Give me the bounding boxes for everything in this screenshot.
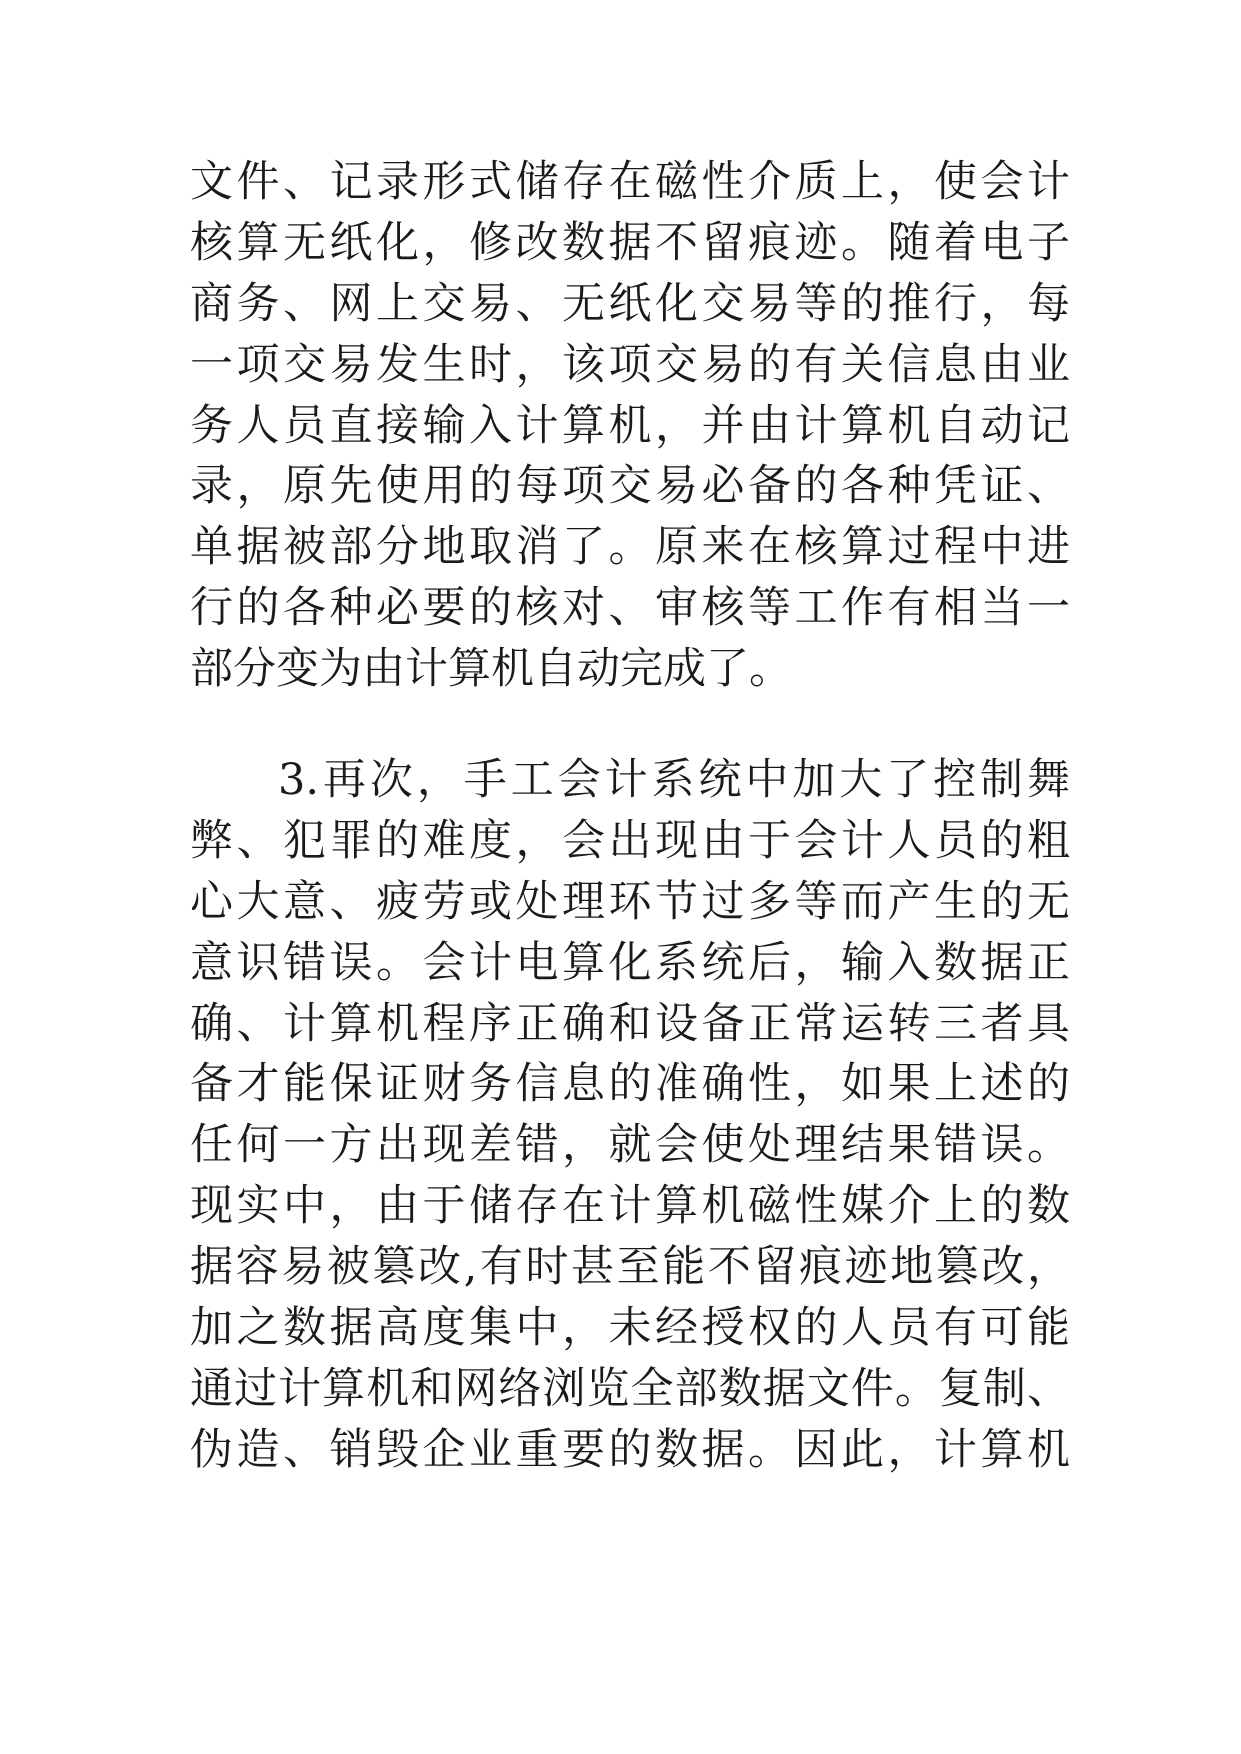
paragraph-line: 文件、记录形式储存在磁性介质上，使会计 <box>190 157 1070 207</box>
paragraph-1 <box>190 152 1070 700</box>
paragraph-line: 部分变为由计算机自动完成了。 <box>190 644 792 695</box>
paragraph-line: 录，原先使用的每项交易必备的各种凭证、 <box>190 461 1070 512</box>
paragraph-line: 单据被部分地取消了。原来在核算过程中进 <box>190 522 1070 573</box>
paragraph-line: 据容易被篡改,有时甚至能不留痕迹地篡改， <box>190 1242 1070 1293</box>
paragraph-line: 弊、犯罪的难度，会出现由于会计人员的粗 <box>190 815 1070 866</box>
paragraph-line: 核算无纸化，修改数据不留痕迹。随着电子 <box>190 217 1070 268</box>
paragraph-line: 3.再次，手工会计系统中加大了控制舞 <box>278 755 1070 805</box>
paragraph-line: 现实中，由于储存在计算机磁性媒介上的数 <box>190 1181 1070 1232</box>
paragraph-line: 通过计算机和网络浏览全部数据文件。复制、 <box>190 1363 1070 1414</box>
paragraph-line: 心大意、疲劳或处理环节过多等而产生的无 <box>190 876 1070 927</box>
paragraph-line: 一项交易发生时，该项交易的有关信息由业 <box>190 339 1070 390</box>
paragraph-line: 商务、网上交易、无纸化交易等的推行，每 <box>190 278 1070 329</box>
paragraph-line: 行的各种必要的核对、审核等工作有相当一 <box>190 583 1070 634</box>
paragraph-line: 备才能保证财务信息的准确性，如果上述的 <box>190 1059 1070 1110</box>
paragraph-2 <box>190 750 1070 1481</box>
paragraph-line: 任何一方出现差错，就会使处理结果错误。 <box>190 1120 1070 1171</box>
paragraph-line: 伪造、销毁企业重要的数据。因此，计算机 <box>190 1424 1070 1475</box>
paragraph-line: 确、计算机程序正确和设备正常运转三者具 <box>190 998 1070 1049</box>
paragraph-line: 加之数据高度集中，未经授权的人员有可能 <box>190 1303 1070 1354</box>
paragraph-line: 意识错误。会计电算化系统后，输入数据正 <box>190 937 1070 988</box>
paragraph-line: 务人员直接输入计算机，并由计算机自动记 <box>190 400 1070 451</box>
